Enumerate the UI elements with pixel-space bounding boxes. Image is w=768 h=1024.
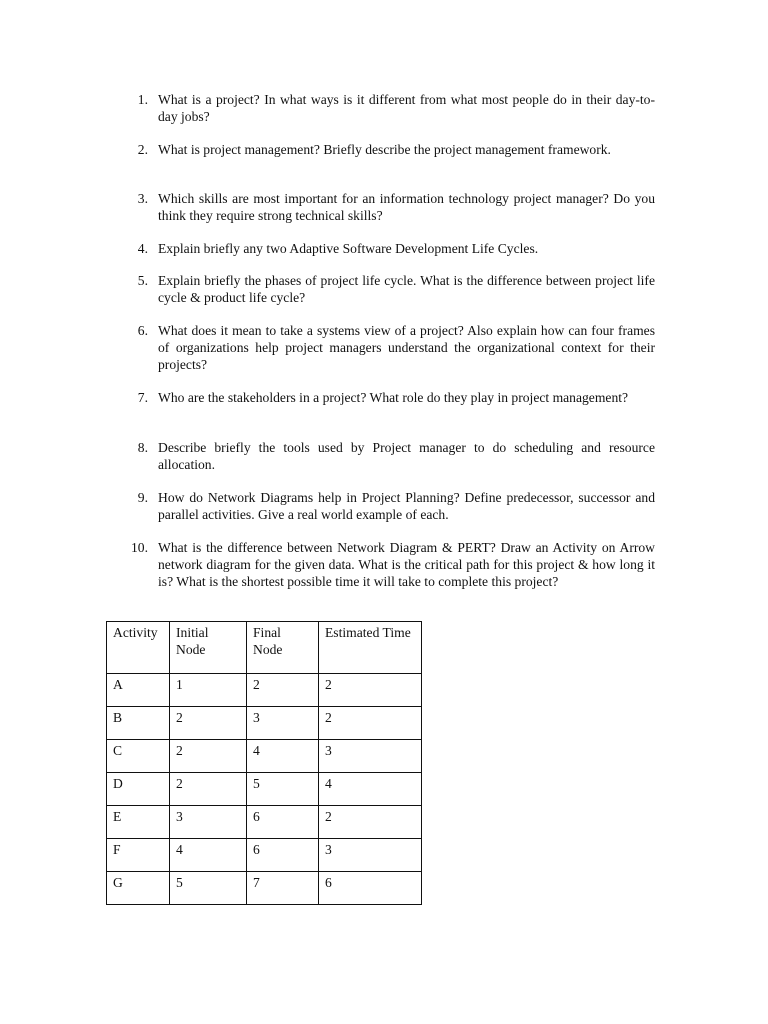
question-number: 6. — [137, 323, 148, 338]
cell-final-node: 6 — [247, 806, 319, 839]
question-number: 10. — [131, 540, 148, 555]
table-header-row — [107, 622, 422, 674]
question-text: Which skills are most important for an information technology project manager? Do you think they require strong technical skills? — [158, 191, 655, 223]
cell-initial-node: 4 — [170, 839, 247, 872]
cell-final-node: 7 — [247, 872, 319, 905]
cell-activity: E — [107, 806, 170, 839]
question-number: 8. — [137, 440, 148, 455]
question-text: What is project management? Briefly describe the project management framework. — [158, 142, 611, 157]
cell-final-node: 4 — [247, 740, 319, 773]
question-number: 2. — [137, 142, 148, 157]
table-row — [107, 872, 422, 905]
cell-final-node: 5 — [247, 773, 319, 806]
cell-final-node: 6 — [247, 839, 319, 872]
cell-estimated-time: 2 — [319, 707, 422, 740]
table-row — [107, 740, 422, 773]
header-activity: Activity — [107, 622, 170, 674]
cell-initial-node: 3 — [170, 806, 247, 839]
cell-estimated-time: 4 — [319, 773, 422, 806]
cell-initial-node: 5 — [170, 872, 247, 905]
question-text: Explain briefly the phases of project life cycle. What is the difference between project life cycle & product life cycle? — [158, 273, 655, 305]
question-text: Who are the stakeholders in a project? What role do they play in project management? — [158, 390, 629, 405]
table-body — [107, 674, 422, 905]
question-number: 9. — [137, 490, 148, 505]
cell-activity: C — [107, 740, 170, 773]
cell-activity: D — [107, 773, 170, 806]
question-text: What is a project? In what ways is it different from what most people do in their day-to-day jobs? — [158, 92, 655, 124]
cell-initial-node: 1 — [170, 674, 247, 707]
question-text: Describe briefly the tools used by Project manager to do scheduling and resource allocation. — [158, 440, 655, 472]
question-number: 7. — [137, 390, 148, 405]
cell-estimated-time: 6 — [319, 872, 422, 905]
question-text: What does it mean to take a systems view of a project? Also explain how can four frames of organizations help project managers understand the organizational context for their projects? — [158, 323, 655, 372]
question-number: 4. — [137, 241, 148, 256]
cell-estimated-time: 2 — [319, 806, 422, 839]
header-estimated-time: Estimated Time — [319, 622, 422, 674]
question-text: How do Network Diagrams help in Project Planning? Define predecessor, successor and parallel activities. Give a real world example of each. — [158, 490, 655, 522]
cell-final-node: 3 — [247, 707, 319, 740]
question-number: 3. — [137, 191, 148, 206]
header-final-node: Final Node — [247, 622, 319, 674]
table-row — [107, 839, 422, 872]
cell-estimated-time: 2 — [319, 674, 422, 707]
cell-activity: B — [107, 707, 170, 740]
table-row — [107, 773, 422, 806]
table-header — [107, 622, 422, 674]
cell-activity: A — [107, 674, 170, 707]
activity-table — [106, 621, 422, 905]
table-row — [107, 707, 422, 740]
question-text: What is the difference between Network Diagram & PERT? Draw an Activity on Arrow network diagram for the given data. What is the critical path for this project & how long it is? What is the shortest possible time it will take to complete this project? — [158, 540, 655, 589]
cell-initial-node: 2 — [170, 740, 247, 773]
question-number: 5. — [137, 273, 148, 288]
question-number: 1. — [137, 92, 148, 107]
cell-activity: F — [107, 839, 170, 872]
cell-initial-node: 2 — [170, 707, 247, 740]
cell-estimated-time: 3 — [319, 839, 422, 872]
question-text: Explain briefly any two Adaptive Software Development Life Cycles. — [158, 241, 539, 256]
table-row — [107, 806, 422, 839]
table-row — [107, 674, 422, 707]
cell-final-node: 2 — [247, 674, 319, 707]
cell-activity: G — [107, 872, 170, 905]
cell-initial-node: 2 — [170, 773, 247, 806]
header-initial-node: Initial Node — [170, 622, 247, 674]
cell-estimated-time: 3 — [319, 740, 422, 773]
